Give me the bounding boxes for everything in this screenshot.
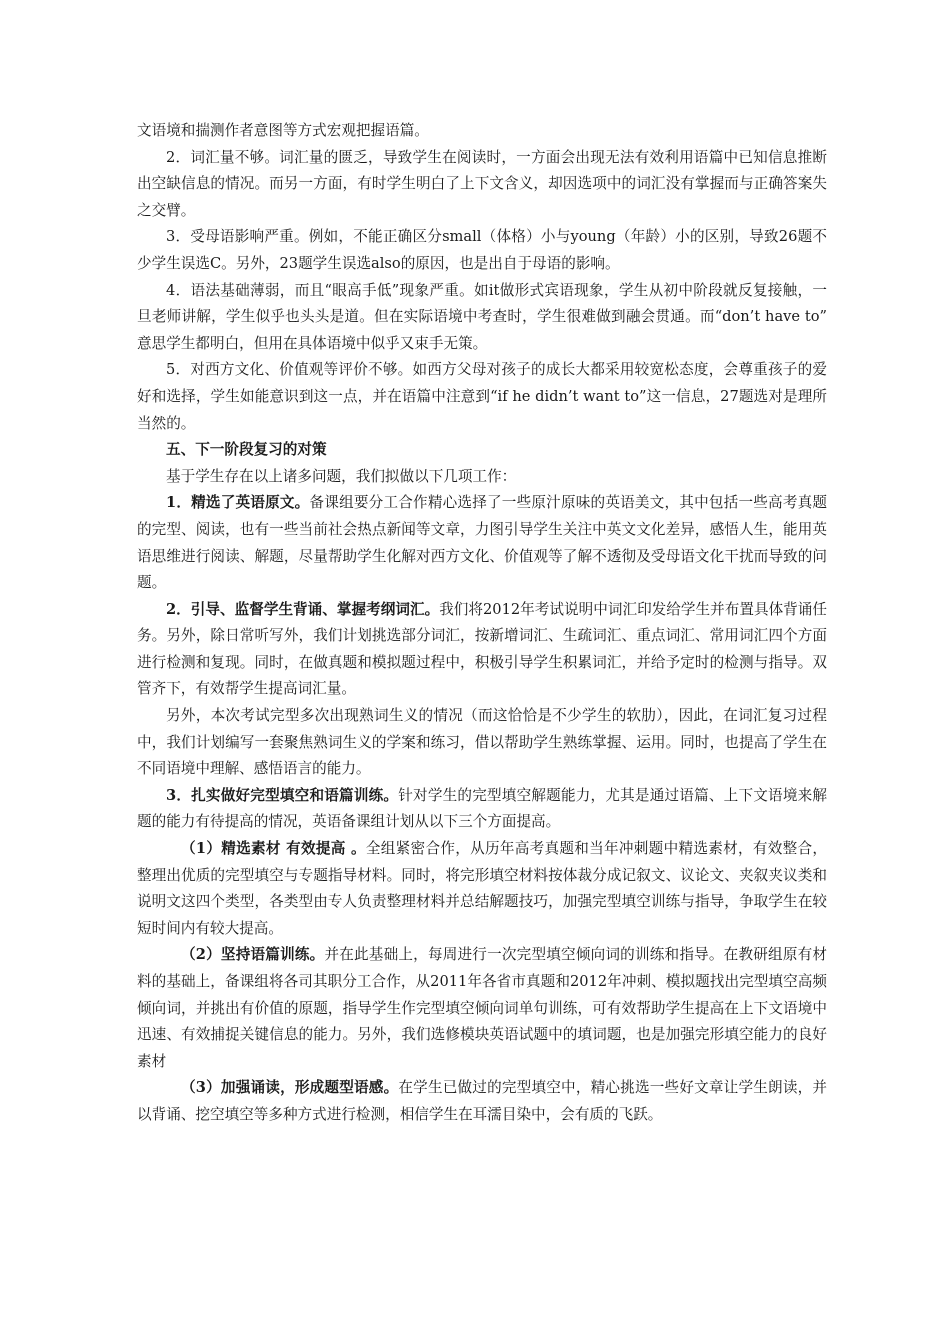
sub-2-title: （2）坚持语篇训练。 (181, 946, 325, 964)
paragraph-sub-2: （2）坚持语篇训练。并在此基础上，每周进行一次完型填空倾向词的训练和指导。在教研组原有材料的基础上，备课组将各司其职分工合作，从2011年各省市真题和2012年冲刺、模拟题找出完型填空高频倾向词，并挑出有价值的原题，指导学生作完型填空倾向词单句训练，可有效帮助学生提高在上下文语境中迅速、有效捕捉关键信息的能力。另外，我们选修模块英语试题中的填词题，也是加强完形填空能力的良好素材 (137, 946, 827, 1070)
sub-1-title: （1）精选素材 有效提高 。 (181, 840, 366, 858)
measure-1-title: 1．精选了英语原文。 (166, 494, 310, 512)
paragraph-item-5: 5．对西方文化、价值观等评价不够。如西方父母对孩子的成长大都采用较宽松态度，会尊重孩子的爱好和选择，学生如能意识到这一点，并在语篇中注意到“if he didn’t want to”这一信息，27题选对是理所当然的。 (137, 361, 827, 432)
sub-3-title: （3）加强诵读，形成题型语感。 (181, 1079, 399, 1097)
paragraph-item-3: 3．受母语影响严重。例如，不能正确区分small（体格）小与young（年龄）小的区别，导致26题不少学生误选C。另外，23题学生误选also的原因，也是出自于母语的影响。 (137, 228, 827, 272)
paragraph-measure-1: 1．精选了英语原文。备课组要分工合作精心选择了一些原汁原味的英语美文，其中包括一些高考真题的完型、阅读，也有一些当前社会热点新闻等文章，力图引导学生关注中英文文化差异，感悟人生，能用英语思维进行阅读、解题，尽量帮助学生化解对西方文化、价值观等了解不透彻及受母语文化干扰而导致的问题。 (137, 494, 827, 592)
paragraph-item-4: 4．语法基础薄弱，而且“眼高手低”现象严重。如it做形式宾语现象，学生从初中阶段就反复接触，一旦老师讲解，学生似乎也头头是道。但在实际语境中考查时，学生很难做到融会贯通。而“don’t have to” 意思学生都明白，但用在具体语境中似乎又束手无策。 (137, 281, 827, 352)
paragraph-sub-3: （3）加强诵读，形成题型语感。在学生已做过的完型填空中，精心挑选一些好文章让学生朗读，并以背诵、挖空填空等多种方式进行检测，相信学生在耳濡目染中，会有质的飞跃。 (137, 1079, 827, 1123)
document-page (137, 118, 827, 1129)
paragraph-measure-2-extra: 另外，本次考试完型多次出现熟词生义的情况（而这恰恰是不少学生的软肋），因此，在词汇复习过程中，我们计划编写一套聚焦熟词生义的学案和练习，借以帮助学生熟练掌握、运用。同时，也提高了学生在不同语境中理解、感悟语言的能力。 (137, 707, 827, 778)
measure-2-title: 2．引导、监督学生背诵、掌握考纲词汇。 (166, 600, 440, 618)
measure-3-title: 3．扎实做好完型填空和语篇训练。 (166, 786, 399, 804)
paragraph-item-2: 2．词汇量不够。词汇量的匮乏，导致学生在阅读时，一方面会出现无法有效利用语篇中已知信息推断出空缺信息的情况。而另一方面，有时学生明白了上下文含义，却因选项中的词汇没有掌握而与正确答案失之交臂。 (137, 148, 827, 219)
paragraph-measure-3: 3．扎实做好完型填空和语篇训练。针对学生的完型填空解题能力，尤其是通过语篇、上下文语境来解题的能力有待提高的情况，英语备课组计划从以下三个方面提高。 (137, 786, 827, 831)
paragraph-measure-2: 2．引导、监督学生背诵、掌握考纲词汇。我们将2012年考试说明中词汇印发给学生并布置具体背诵任务。另外，除日常听写外，我们计划挑选部分词汇，按新增词汇、生疏词汇、重点词汇、常用词汇四个方面进行检测和复现。同时，在做真题和模拟题过程中，积极引导学生积累词汇，并给予定时的检测与指导。双管齐下，有效帮学生提高词汇量。 (137, 600, 827, 698)
section-heading: 五、下一阶段复习的对策 (166, 441, 327, 459)
paragraph-intro: 基于学生存在以上诸多问题，我们拟做以下几项工作： (166, 467, 517, 485)
paragraph-sub-1: （1）精选素材 有效提高 。全组紧密合作，从历年高考真题和当年冲刺题中精选素材，有效整合，整理出优质的完型填空与专题指导材料。同时，将完形填空材料按体裁分成记叙文、议论文、夹叙夹议类和说明文这四个类型，各类型由专人负责整理材料并总结解题技巧，加强完型填空训练与指导，争取学生在较短时间内有较大提高。 (137, 840, 827, 937)
paragraph-continuation: 文语境和揣测作者意图等方式宏观把握语篇。 (137, 122, 429, 139)
